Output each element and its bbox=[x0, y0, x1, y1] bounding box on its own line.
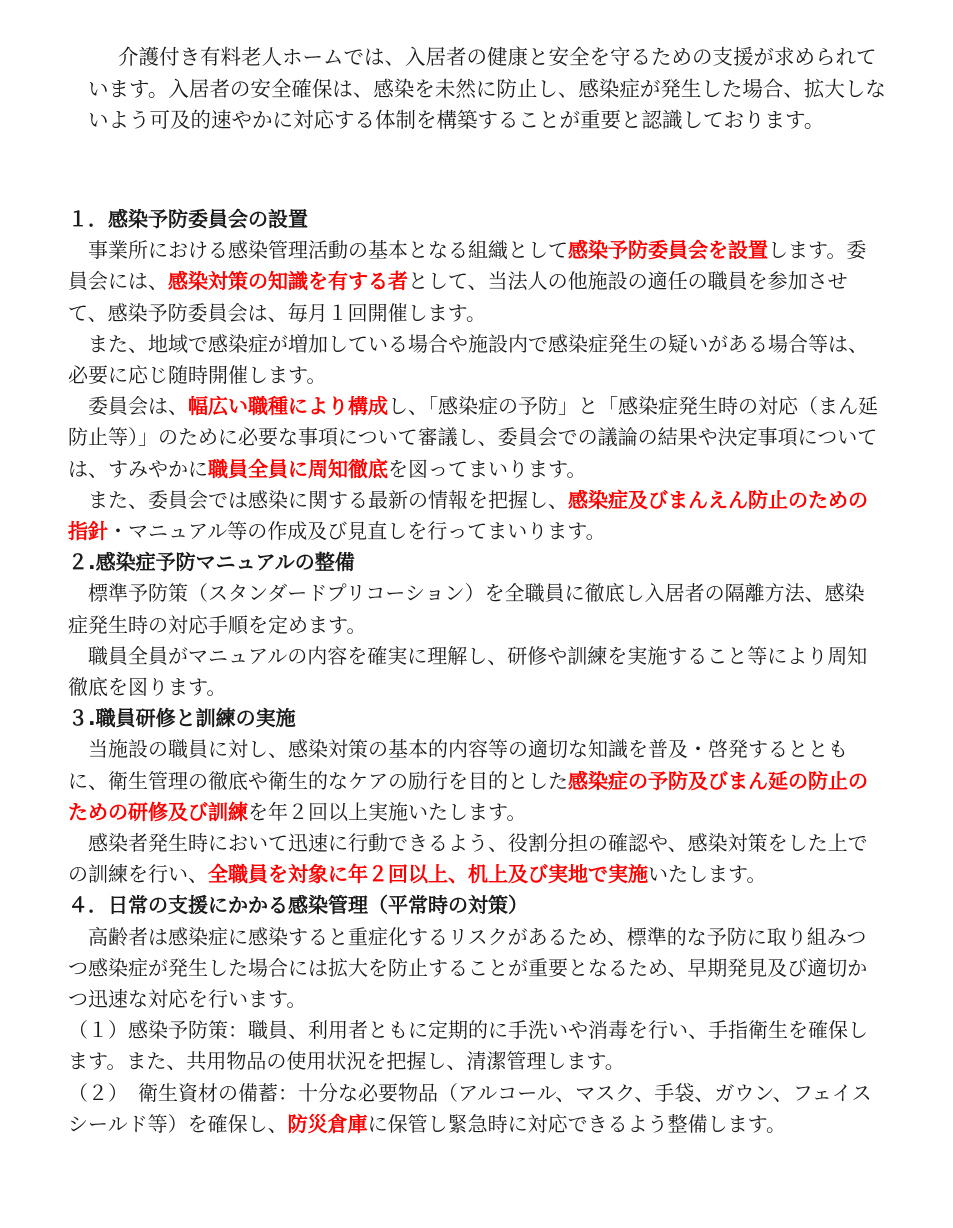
text-run: ・マニュアル等の作成及び見直しを行ってまいります。 bbox=[108, 519, 606, 544]
text-run: また、地域で感染症が増加している場合や施設内で感染症発生の疑いがある場合等は、必要に応じ随時開催します。 bbox=[68, 331, 868, 388]
text-run: また、委員会では感染に関する最新の情報を把握し、 bbox=[88, 487, 568, 512]
text-run: （２） 衛生資材の備蓄：十分な必要物品（アルコール、マスク、手袋、ガウン、フェイスシールド等）を確保し、 bbox=[68, 1080, 872, 1136]
highlighted-text: 感染症及びまんえん防止のための指針 bbox=[68, 487, 868, 544]
section-heading: ４．日常の支援にかかる感染管理（平常時の対策） bbox=[68, 893, 528, 918]
text-run: 職員全員がマニュアルの内容を確実に理解し、研修や訓練を実施すること等により周知徹底を図ります。 bbox=[68, 643, 868, 700]
text-run: （１）感染予防策：職員、利用者ともに定期的に手洗いや消毒を行い、手指衛生を確保します。また、共用物品の使用状況を把握し、清潔管理します。 bbox=[68, 1018, 868, 1074]
section-paragraph bbox=[68, 734, 883, 828]
text-run: いたします。 bbox=[648, 862, 767, 887]
text-run: を図ってまいります。 bbox=[388, 456, 587, 481]
section-paragraph bbox=[68, 235, 883, 329]
section-paragraph bbox=[68, 828, 883, 890]
highlighted-text: 感染対策の知識を有する者 bbox=[168, 269, 408, 294]
highlighted-text: 感染予防委員会を設置 bbox=[568, 238, 768, 263]
section-paragraph bbox=[68, 1015, 883, 1077]
section-paragraph bbox=[68, 391, 883, 485]
text-run: として、当法人の他施設の適任の職員を参加させて、感染予防委員会は、毎月１回開催します。 bbox=[68, 269, 848, 325]
section-paragraph bbox=[68, 1078, 883, 1140]
section-paragraph bbox=[68, 329, 883, 391]
section-heading: ２.感染症予防マニュアルの整備 bbox=[68, 550, 355, 575]
intro-block bbox=[88, 42, 888, 137]
text-run: 委員会は、 bbox=[88, 394, 188, 419]
section-paragraph bbox=[68, 578, 883, 640]
text-run: を年２回以上実施いたします。 bbox=[248, 799, 527, 824]
section-paragraph bbox=[68, 485, 883, 547]
text-run: に保管し緊急時に対応できるよう整備します。 bbox=[367, 1111, 787, 1136]
highlighted-text: 感染症の予防及びまん延の防止のための研修及び訓練 bbox=[68, 768, 868, 824]
section-heading: ３.職員研修と訓練の実施 bbox=[68, 706, 296, 731]
text-run: 事業所における感染管理活動の基本となる組織として bbox=[88, 238, 568, 263]
text-run: し、「感染症の予防」と「感染症発生時の対応（まん延防止等）」のために必要な事項について審議し、委員会での議論の結果や決定事項については、すみやかに bbox=[68, 394, 878, 481]
text-run: 高齢者は感染症に感染すると重症化するリスクがあるため、標準的な予防に取り組みつつ感染症が発生した場合には拡大を防止することが重要となるため、早期発見及び適切かつ迅速な対応を行います。 bbox=[68, 924, 868, 1012]
highlighted-text: 幅広い職種により構成 bbox=[188, 394, 388, 419]
text-run: 標準予防策（スタンダードプリコーション）を全職員に徹底し入居者の隔離方法、感染症発生時の対応手順を定めます。 bbox=[68, 581, 865, 637]
document-body bbox=[68, 204, 883, 1140]
highlighted-text: 職員全員に周知徹底 bbox=[208, 456, 388, 481]
section-paragraph bbox=[68, 922, 883, 1016]
intro-paragraph: 介護付き有料老人ホームでは、入居者の健康と安全を守るための支援が求められています。入居者の安全確保は、感染を未然に防止し、感染症が発生した場合、拡大しないよう可及的速やかに対応する体制を構築することが重要と認識しております。 bbox=[88, 45, 886, 132]
highlighted-text: 全職員を対象に年２回以上、机上及び実地で実施 bbox=[208, 862, 648, 887]
text-run: 当施設の職員に対し、感染対策の基本的内容等の適切な知識を普及・啓発するとともに、衛生管理の徹底や衛生的なケアの励行を目的とした bbox=[68, 737, 848, 793]
text-run: します。委員会には、 bbox=[68, 238, 867, 294]
highlighted-text: 防災倉庫 bbox=[287, 1111, 368, 1136]
section-heading: １．感染予防委員会の設置 bbox=[68, 207, 308, 231]
text-run: 感染者発生時において迅速に行動できるよう、役割分担の確認や、感染対策をした上での訓練を行い、 bbox=[68, 831, 868, 887]
section-paragraph bbox=[68, 641, 883, 703]
